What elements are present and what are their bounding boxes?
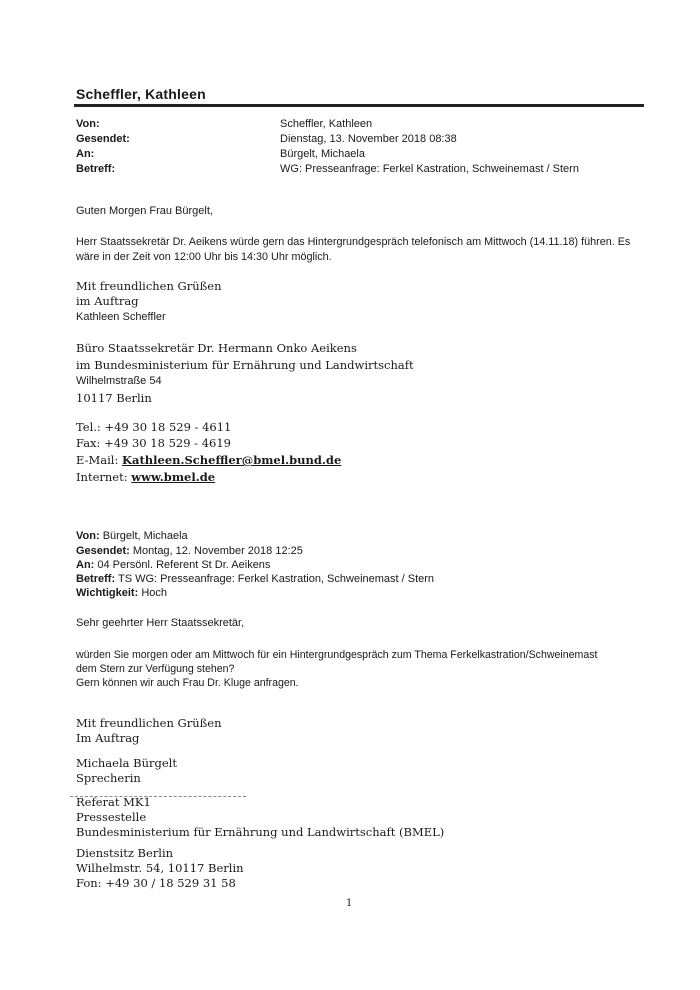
internet-label: Internet: bbox=[76, 470, 132, 484]
office-line: im Bundesministerium für Ernährung und Landwirtschaft bbox=[76, 358, 414, 372]
closing-line: Im Auftrag bbox=[76, 731, 140, 745]
header-label-to: An: bbox=[76, 559, 95, 571]
header-value-to: 04 Persönl. Referent St Dr. Aeikens bbox=[97, 559, 271, 571]
dept-line: Pressestelle bbox=[76, 810, 147, 824]
header-label-subject: Betreff: bbox=[76, 163, 116, 175]
body-line: dem Stern zur Verfügung stehen? bbox=[76, 663, 235, 675]
body-line: würden Sie morgen oder am Mittwoch für ein Hintergrundgespräch zum Thema Ferkelkastration/Schweinemast bbox=[76, 649, 598, 661]
email-line bbox=[76, 453, 341, 467]
email2-header-to bbox=[76, 559, 270, 571]
header-label-sent: Gesendet: bbox=[76, 545, 130, 557]
body-line: Gern können wir auch Frau Dr. Kluge anfragen. bbox=[76, 677, 299, 689]
header-label-subject: Betreff: bbox=[76, 573, 116, 585]
closing-line: im Auftrag bbox=[76, 294, 139, 308]
email2-header-importance bbox=[76, 587, 167, 599]
header-label-sent: Gesendet: bbox=[76, 133, 130, 145]
header-value-importance: Hoch bbox=[141, 587, 167, 599]
email2-header-sent bbox=[76, 545, 303, 557]
office-line: Büro Staatssekretär Dr. Hermann Onko Aeikens bbox=[76, 341, 357, 355]
header-value-sent: Montag, 12. November 2018 12:25 bbox=[132, 545, 303, 557]
email-link[interactable]: Kathleen.Scheffler@bmel.bund.de bbox=[122, 453, 342, 467]
email2-header-subject bbox=[76, 573, 434, 585]
title-divider bbox=[74, 104, 644, 107]
header-value-to: Bürgelt, Michaela bbox=[280, 148, 365, 160]
header-value-from: Scheffler, Kathleen bbox=[280, 118, 373, 130]
closing-line: Mit freundlichen Grüßen bbox=[76, 279, 222, 293]
body-line: wäre in der Zeit von 12:00 Uhr bis 14:30 Uhr möglich. bbox=[76, 251, 332, 263]
header-label-to: An: bbox=[76, 148, 95, 160]
location-line: Wilhelmstr. 54, 10117 Berlin bbox=[76, 861, 244, 875]
sender-title: Scheffler, Kathleen bbox=[76, 86, 206, 102]
page-number: 1 bbox=[346, 898, 353, 909]
header-value-subject: TS WG: Presseanfrage: Ferkel Kastration, Schweinemast / Stern bbox=[117, 573, 435, 585]
internet-line bbox=[76, 470, 215, 484]
email-label: E-Mail: bbox=[76, 453, 123, 467]
signature-name: Michaela Bürgelt bbox=[76, 756, 177, 770]
dept-line: Referat MK1 bbox=[76, 795, 151, 809]
location-line: Fon: +49 30 / 18 529 31 58 bbox=[76, 876, 236, 890]
header-value-subject: WG: Presseanfrage: Ferkel Kastration, Schweinemast / Stern bbox=[280, 163, 579, 175]
website-link[interactable]: www.bmel.de bbox=[131, 470, 216, 484]
signature-name: Kathleen Scheffler bbox=[76, 311, 166, 323]
fax-line: Fax: +49 30 18 529 - 4619 bbox=[76, 436, 231, 450]
header-label-from: Von: bbox=[76, 530, 100, 542]
office-line: 10117 Berlin bbox=[76, 391, 152, 405]
body-line: Herr Staatssekretär Dr. Aeikens würde gern das Hintergrundgespräch telefonisch am Mittwoch (14.11.18) führen. Es bbox=[76, 236, 631, 248]
dept-line: Bundesministerium für Ernährung und Landwirtschaft (BMEL) bbox=[76, 825, 445, 839]
office-line: Wilhelmstraße 54 bbox=[76, 375, 162, 387]
header-label-importance: Wichtigkeit: bbox=[76, 587, 139, 599]
signature-role: Sprecherin bbox=[76, 771, 141, 785]
header-value-from: Bürgelt, Michaela bbox=[102, 530, 188, 542]
tel-line: Tel.: +49 30 18 529 - 4611 bbox=[76, 420, 232, 434]
greeting: Sehr geehrter Herr Staatssekretär, bbox=[76, 617, 245, 629]
closing-line: Mit freundlichen Grüßen bbox=[76, 716, 222, 730]
greeting: Guten Morgen Frau Bürgelt, bbox=[76, 205, 213, 217]
header-value-sent: Dienstag, 13. November 2018 08:38 bbox=[280, 133, 457, 145]
location-line: Dienstsitz Berlin bbox=[76, 846, 174, 860]
header-label-from: Von: bbox=[76, 118, 100, 130]
email2-header-from bbox=[76, 530, 188, 542]
